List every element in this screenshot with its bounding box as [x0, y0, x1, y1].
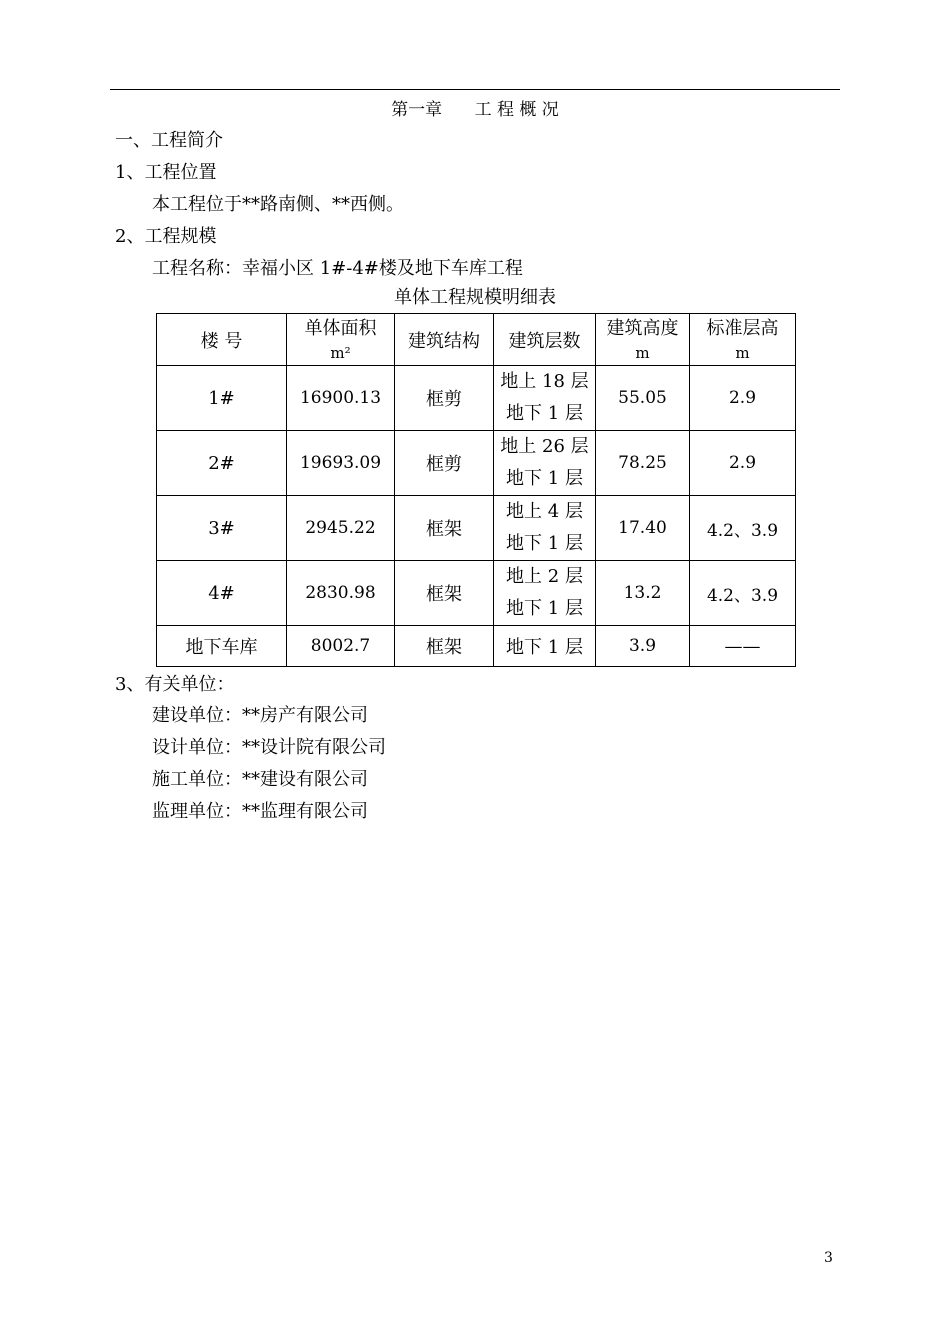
unit-contractor: 施工单位：**建设有限公司	[152, 769, 368, 790]
cell-building: 2#	[157, 431, 287, 496]
cell-height: 13.2	[596, 561, 690, 626]
header-rule	[110, 89, 840, 90]
header-building: 楼 号	[157, 314, 287, 366]
cell-floor-height: 2.9	[690, 431, 796, 496]
scale-heading: 2、工程规模	[115, 226, 217, 247]
section-heading: 一、工程简介	[115, 130, 223, 151]
unit-designer: 设计单位：**设计院有限公司	[152, 737, 386, 758]
table-row	[157, 366, 796, 431]
table-row	[157, 561, 796, 626]
page-number: 3	[824, 1250, 833, 1266]
cell-area: 16900.13	[287, 366, 395, 431]
unit-supervisor: 监理单位：**监理有限公司	[152, 801, 368, 822]
cell-structure: 框剪	[395, 431, 494, 496]
cell-floors: 地上 4 层 地下 1 层	[494, 496, 596, 561]
header-floor-height: 标准层高 m	[690, 314, 796, 366]
table-row	[157, 431, 796, 496]
cell-building: 地下车库	[157, 626, 287, 667]
cell-floor-height: 2.9	[690, 366, 796, 431]
header-floors: 建筑层数	[494, 314, 596, 366]
cell-floors: 地上 26 层 地下 1 层	[494, 431, 596, 496]
chapter-title: 第一章 工 程 概 况	[391, 100, 559, 120]
table-row	[157, 496, 796, 561]
location-heading: 1、工程位置	[115, 162, 217, 183]
cell-area: 19693.09	[287, 431, 395, 496]
cell-floor-height: ——	[690, 626, 796, 667]
cell-building: 1#	[157, 366, 287, 431]
location-text: 本工程位于**路南侧、**西侧。	[152, 194, 404, 215]
project-name: 工程名称：幸福小区 1#-4#楼及地下车库工程	[152, 258, 523, 279]
header-height: 建筑高度 m	[596, 314, 690, 366]
cell-building: 3#	[157, 496, 287, 561]
cell-building: 4#	[157, 561, 287, 626]
cell-floors: 地下 1 层	[494, 626, 596, 667]
header-structure: 建筑结构	[395, 314, 494, 366]
header-area: 单体面积 m²	[287, 314, 395, 366]
table-row	[157, 626, 796, 667]
units-heading: 3、有关单位：	[115, 674, 235, 695]
scale-table	[156, 313, 796, 667]
cell-area: 8002.7	[287, 626, 395, 667]
table-header-row	[157, 314, 796, 366]
cell-height: 55.05	[596, 366, 690, 431]
cell-floors: 地上 18 层 地下 1 层	[494, 366, 596, 431]
cell-floors: 地上 2 层 地下 1 层	[494, 561, 596, 626]
table-caption: 单体工程规模明细表	[394, 287, 556, 308]
unit-developer: 建设单位：**房产有限公司	[152, 705, 368, 726]
cell-height: 3.9	[596, 626, 690, 667]
cell-structure: 框剪	[395, 366, 494, 431]
cell-height: 17.40	[596, 496, 690, 561]
cell-structure: 框架	[395, 561, 494, 626]
cell-structure: 框架	[395, 626, 494, 667]
cell-area: 2945.22	[287, 496, 395, 561]
cell-area: 2830.98	[287, 561, 395, 626]
cell-floor-height: 4.2、3.9	[690, 561, 796, 626]
cell-floor-height: 4.2、3.9	[690, 496, 796, 561]
cell-height: 78.25	[596, 431, 690, 496]
cell-structure: 框架	[395, 496, 494, 561]
